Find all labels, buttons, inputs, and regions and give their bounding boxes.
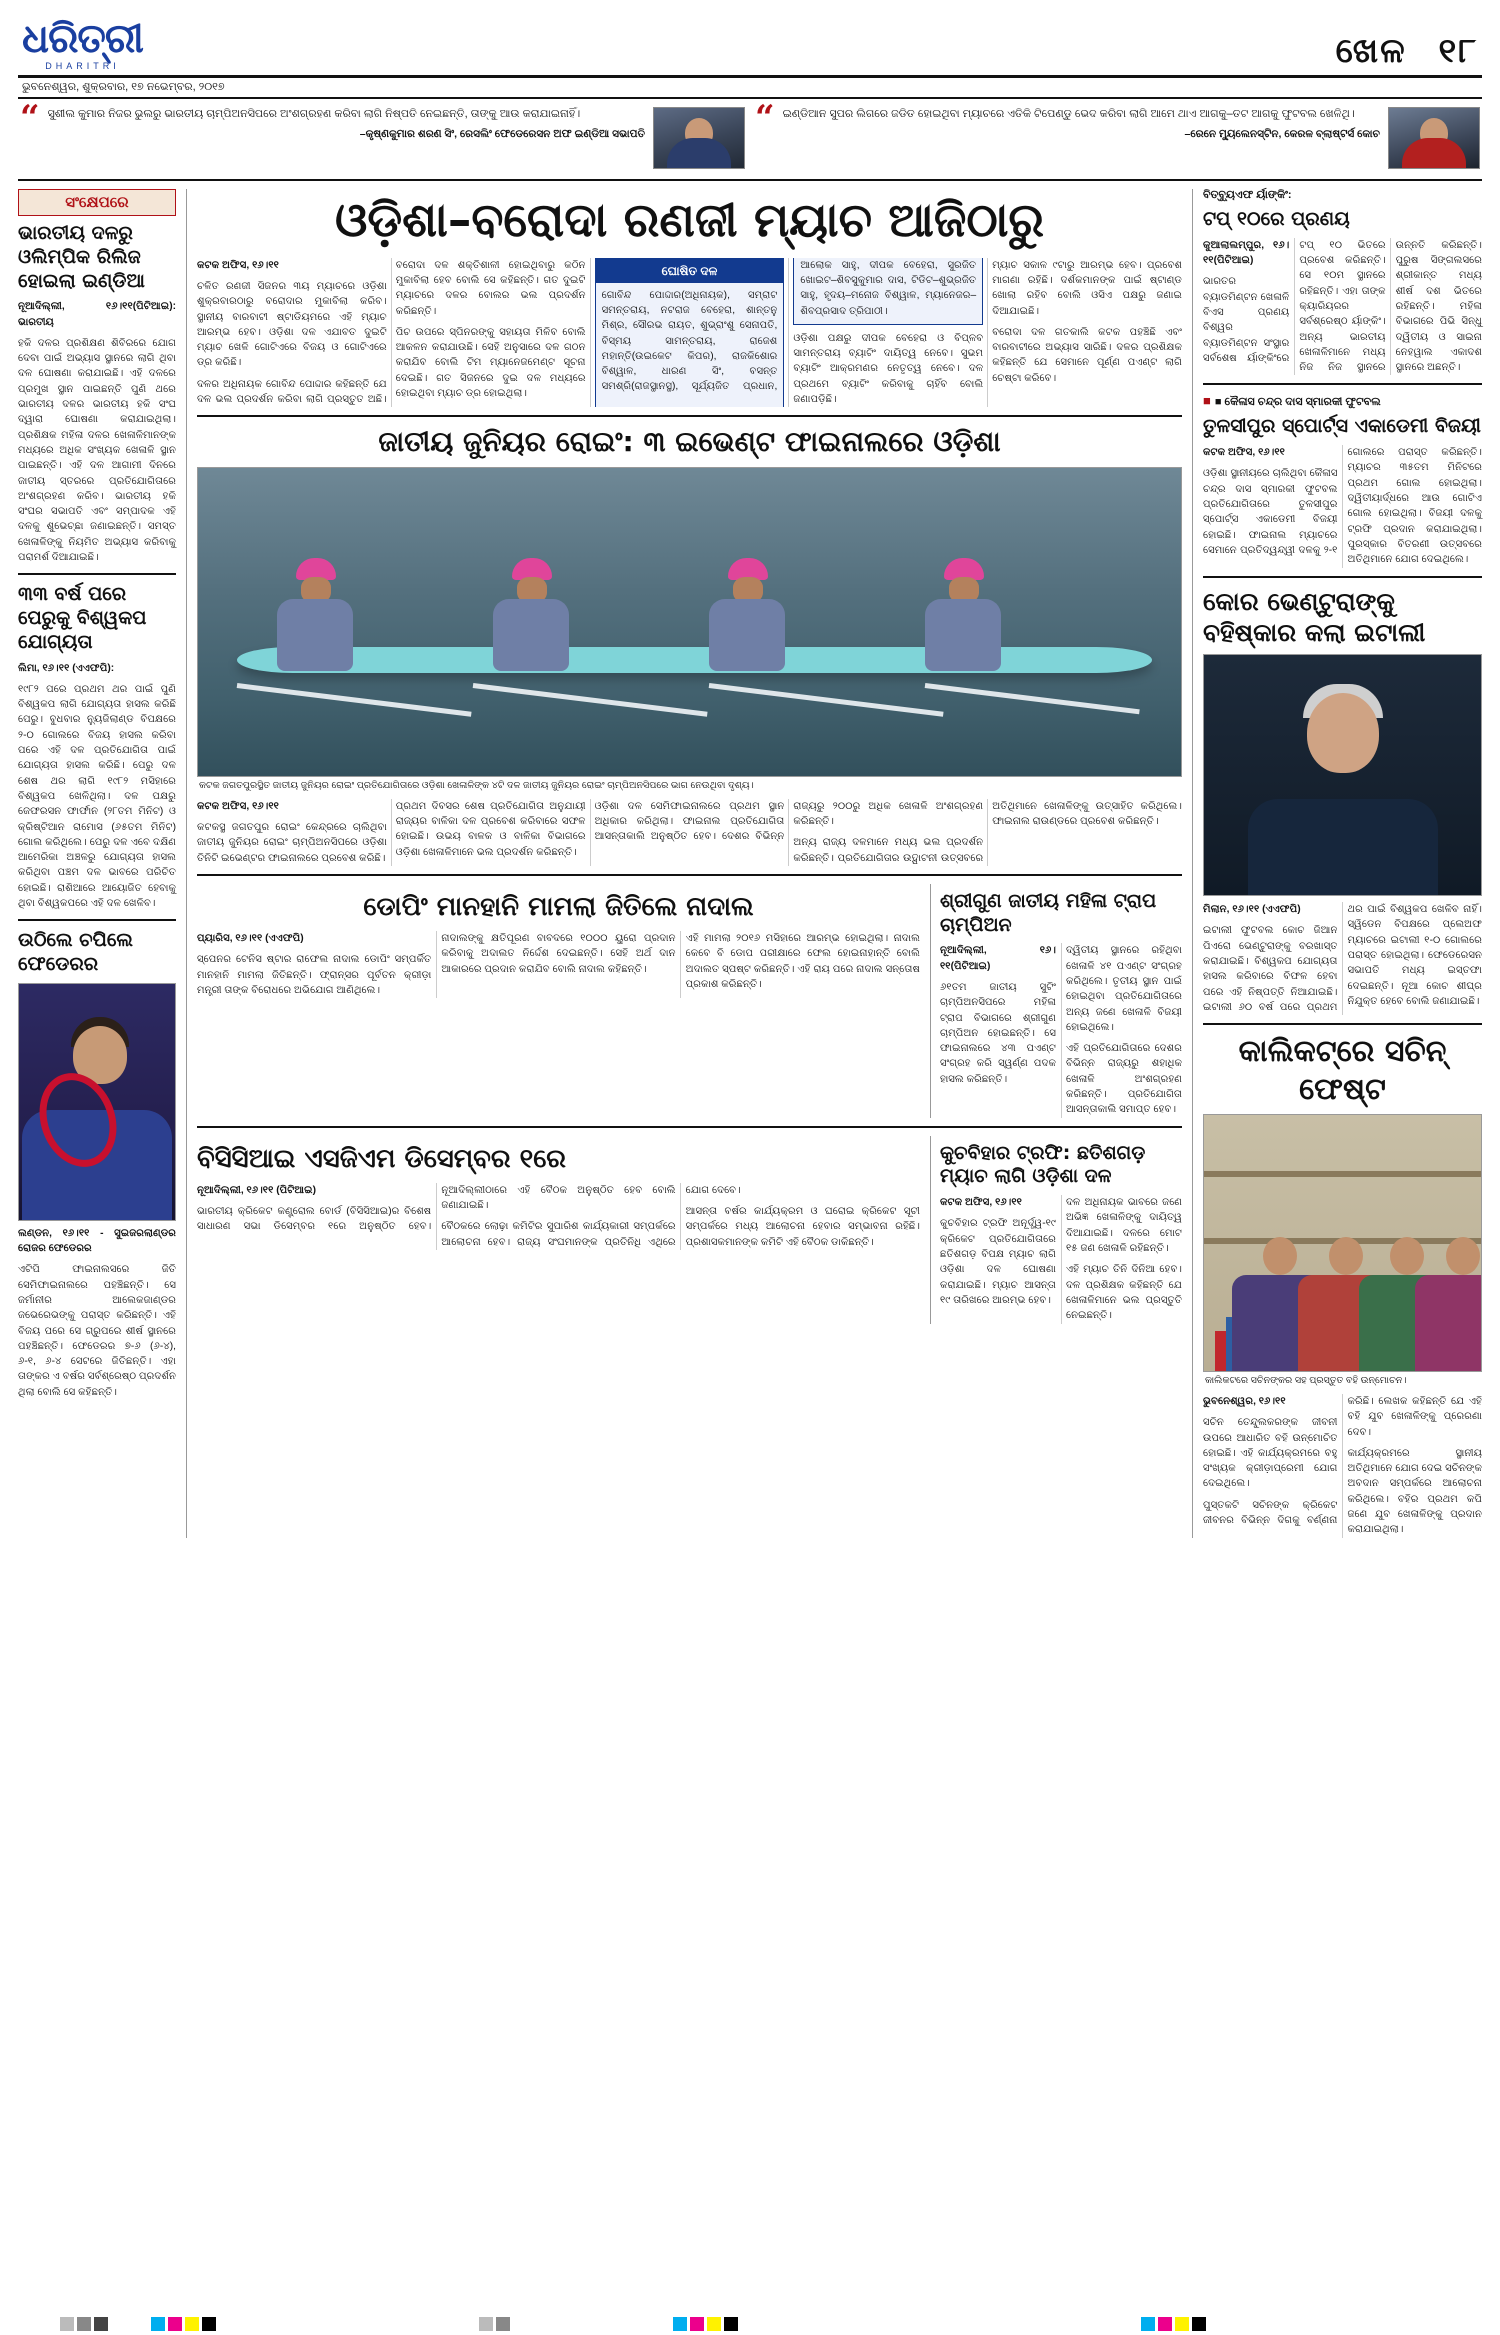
brief-text-3: ଏଟିପି ଫାଇନାଲସରେ ଜିତି ସେମିଫାଇନାଲରେ ପହଞ୍ଚିଛନ୍ତି। ସେ ଜର୍ମାନୀର ଆଲେକଜାଣ୍ଡର ଜଭେରେଭଙ୍କୁ ପରାସ୍ତ କରିଛନ୍ତି। ଏହି ବିଜୟ ପରେ ସେ ଗ୍ରୁପରେ ଶୀର୍ଷ ସ୍ଥାନରେ ପହଞ୍ଚିଛନ୍ତି। ଫେଡେରର ୭-୬ (୬-୪), ୬-୧, ୬-୪ ସେଟରେ ଜିତିଛନ୍ତି। ଏହା ତାଙ୍କର ଏ ବର୍ଷର ସର୍ବଶ୍ରେଷ୍ଠ ପ୍ରଦର୍ଶନ ଥିଲା ବୋଲି ସେ କହିଛନ୍ତି। <box>18 1264 176 1398</box>
lead-para-2: ଦଳର ଅଧିନାୟକ ଗୋବିନ୍ଦ ପୋଦ୍ଦାର କହିଛନ୍ତି ଯେ ଦଳ ଭଲ ପ୍ରଦର୍ଶନ କରିବା ଲାଗି ପ୍ରସ୍ତୁତ ଅଛି। ବରୋଦା ଦଳ ଶକ୍ତିଶାଳୀ ହୋଇଥିବାରୁ କଠିନ ମୁକାବିଲା ହେବ ବୋଲି ସେ କହିଛନ୍ତି। ଗତ ଦୁଇଟି ମ୍ୟାଚରେ ଦଳର ବୋଲର ଭଲ ପ୍ରଦର୍ଶନ କରିଛନ୍ତି। <box>197 259 586 405</box>
sachin-body <box>1203 1394 1482 1538</box>
rail-byline-2: କଟକ ଅଫିସ, ୧୬।୧୧ <box>1203 447 1285 459</box>
coochbehar-story <box>930 1136 1182 1324</box>
logo[interactable] <box>22 16 143 71</box>
coochbehar-headline[interactable]: କୁଚବିହାର ଟ୍ରଫି: ଛତିଶଗଡ଼ ମ୍ୟାଚ ଲାଗି ଓଡ଼ିଶା ଦଳ <box>940 1141 1146 1188</box>
lead-para-5: ମ୍ୟାଚ ସକାଳ ୯ଟାରୁ ଆରମ୍ଭ ହେବ। ପ୍ରବେଶ ମାଗଣା ରହିଛି। ଦର୍ଶକମାନଙ୍କ ପାଇଁ ଷ୍ଟାଣ୍ଡ ଖୋଲା ରହିବ ବୋଲି ଓସିଏ ପକ୍ଷରୁ ଜଣାଇ ଦିଆଯାଇଛି। <box>992 259 1182 317</box>
rail-body-3 <box>1203 902 1482 1015</box>
rail-body-2 <box>1203 445 1482 567</box>
shooting-headline[interactable]: ଶ୍ରୀଗୁଣ ଜାତୀୟ ମହିଳା ଟ୍ରାପ ଚାମ୍ପିଅନ <box>940 889 1157 936</box>
sachin-feast-story <box>1203 1033 1482 1537</box>
quote-portrait-2 <box>1388 107 1480 169</box>
rowing-para-1: କଟକସ୍ଥ ଜଗତପୁର ରୋଇଂ କେନ୍ଦ୍ରରେ ଚାଲିଥିବା ଜାତୀୟ ଜୁନିୟର ରୋଇଂ ଚାମ୍ପିଅନସିପରେ ଓଡ଼ିଶା ତିନିଟି ଇଭେଣ୍ଟର ଫାଇନାଲରେ ପ୍ରବେଶ କରିଛି। <box>197 822 387 864</box>
right-rail <box>1192 189 1482 1538</box>
dateline: ଭୁବନେଶ୍ୱର, ଶୁକ୍ରବାର, ୧୭ ନଭେମ୍ବର, ୨୦୧୭ <box>22 81 225 93</box>
shooting-para-3: ଏହି ପ୍ରତିଯୋଗିତାରେ ଦେଶର ବିଭିନ୍ନ ରାଜ୍ୟରୁ ଶହାଧିକ ଖେଳାଳି ଅଂଶଗ୍ରହଣ କରିଛନ୍ତି। ପ୍ରତିଯୋଗିତା ଆସନ୍ତାକାଲି ସମାପ୍ତ ହେବ। <box>1066 1043 1182 1116</box>
rowing-para-2: ପ୍ରଥମ ଦିବସର ଶେଷ ପ୍ରତିଯୋଗିତା ଅନୁଯାୟୀ ରାଜ୍ୟର ବାଳିକା ଦଳ ପ୍ରବେଶ କରିବାରେ ସଫଳ ହୋଇଛି। ଉଭୟ ବାଳକ ଓ ବାଳିକା ବିଭାଗରେ ଓଡ଼ିଶା ଖେଳାଳିମାନେ ଭଲ ପ୍ରଦର୍ଶନ କରିଛନ୍ତି। <box>395 800 586 858</box>
brief-headline-3[interactable]: ଉଠିଲେ ଚପିଲେ ଫେଡେରର <box>18 929 133 976</box>
lead-para-1: ଚଳିତ ରଣଜୀ ସିଜନର ୩ୟ ମ୍ୟାଚରେ ଓଡ଼ିଶା ଶୁକ୍ରବାରଠାରୁ ବରୋଦାର ମୁକାବିଲା କରିବ। ସ୍ଥାନୀୟ ବାରବାଟୀ ଷ୍ଟାଡିୟମରେ ଏହି ମ୍ୟାଚ ଆରମ୍ଭ ହେବ। ଓଡ଼ିଶା ଦଳ ଏଯାବତ ଦୁଇଟି ମ୍ୟାଚ ଖେଳି ଗୋଟିଏରେ ବିଜୟ ଓ ଗୋଟିଏରେ ଡ୍ର କରିଛି। <box>197 280 387 369</box>
masthead <box>18 0 1482 78</box>
rail-kicker-text-2: ■ କୈଳାସ ଚନ୍ଦ୍ର ଦାସ ସ୍ମାରକୀ ଫୁଟବଲ <box>1214 396 1381 409</box>
lead-headline[interactable]: ଓଡ଼ିଶା–ବରୋଦା ରଣଜୀ ମ୍ୟାଚ ଆଜିଠାରୁ <box>334 193 1045 248</box>
rail-headline-3[interactable]: କୋର ଭେଣ୍ଟୁରାଙ୍କୁ ବହିଷ୍କାର କଲା ଇଟାଲୀ <box>1203 586 1426 647</box>
quote-strip <box>18 99 1482 181</box>
page-number: ୧୮ <box>1438 31 1478 71</box>
rowing-photo-caption: କଟକ ଜଗତପୁରସ୍ଥିତ ଜାତୀୟ ଜୁନିୟର ରୋଇଂ ପ୍ରତିଯୋଗିତାରେ ଓଡ଼ିଶା ଖେଳାଳିଙ୍କ ୪ଟି ଦଳ ଜାତୀୟ ଜୁନିୟର ରୋଇଂ ଚାମ୍ପିଅନସିପରେ ଭାଗ ନେଉଥିବା ଦୃଶ୍ୟ। <box>199 779 754 791</box>
shooting-byline: ନୂଆଦିଲ୍ଲୀ, ୧୬।୧୧(ପିଟିଆଇ) <box>940 945 1056 972</box>
bcci-para-1: ଭାରତୀୟ କ୍ରିକେଟ କଣ୍ଟ୍ରୋଲ ବୋର୍ଡ (ବିସିସିଆଇ)ର ବିଶେଷ ସାଧାରଣ ସଭା ଡିସେମ୍ବର ୧ରେ ଅନୁଷ୍ଠିତ ହେବ। ନୂଆଦିଲ୍ଲୀଠାରେ ଏହି ବୈଠକ ଅନୁଷ୍ଠିତ ହେବ ବୋଲି ଜଣାଯାଇଛି। <box>197 1184 676 1233</box>
coochbehar-para-1: କୁଚବିହାର ଟ୍ରଫି ଅନୂର୍ଦ୍ଧ୍ୱ-୧୯ କ୍ରିକେଟ ପ୍ରତିଯୋଗିତାରେ ଛତିଶଗଡ଼ ବିପକ୍ଷ ମ୍ୟାଚ ଲାଗି ଓଡ଼ିଶା ଦଳ ଘୋଷଣା କରାଯାଇଛି। ମ୍ୟାଚ ଆସନ୍ତା ୧୯ ତାରିଖରେ ଆରମ୍ଭ ହେବ। <box>940 1218 1056 1306</box>
sachin-headline[interactable]: କାଲିକଟ୍‌ରେ ସଚିନ୍ ଫେଷ୍ଟ <box>1238 1034 1447 1107</box>
book-launch-caption: କାଲିକଟରେ ସଚିନଙ୍କର ସହ ପ୍ରସ୍ତୁତ ବହି ଉନ୍ମୋଚନ। <box>1205 1375 1407 1387</box>
midrow <box>197 884 1182 1118</box>
reg-group-cmyk-2 <box>673 2317 741 2331</box>
bcci-para-3: ଆସନ୍ତା ବର୍ଷର କାର୍ଯ୍ୟକ୍ରମ ଓ ଘରୋଇ କ୍ରିକେଟ ସୂଚୀ ସମ୍ପର୍କରେ ମଧ୍ୟ ଆଲୋଚନା ହେବାର ସମ୍ଭାବନା ରହିଛି। ପ୍ରଶାସକମାନଙ୍କ କମିଟି ଏହି ବୈଠକ ଡାକିଛନ୍ତି। <box>685 1206 920 1248</box>
shooting-story <box>930 884 1182 1118</box>
bcci-headline[interactable]: ବିସିସିଆଇ ଏସଜିଏମ ଡିସେମ୍ବର ୧ରେ <box>197 1143 566 1174</box>
content-grid <box>18 189 1482 1538</box>
rowing-body <box>197 799 1182 866</box>
nadal-headline[interactable]: ଡୋପିଂ ମାନହାନି ମାମଲା ଜିତିଲେ ନାଦାଲ <box>363 891 754 922</box>
coochbehar-para-3: ଏହି ମ୍ୟାଚ ତିନି ଦିନିଆ ହେବ। ଦଳ ପ୍ରଶିକ୍ଷକ କହିଛନ୍ତି ଯେ ଖେଳାଳିମାନେ ଭଲ ପ୍ରସ୍ତୁତି ନେଇଛନ୍ତି। <box>1066 1264 1182 1322</box>
bcci-story <box>197 1136 920 1324</box>
rail-text-3: ଇଟାଲୀ ଫୁଟବଲ କୋଚ ଜିଆନ ପିଏରୋ ଭେଣ୍ଟୁରାଙ୍କୁ ବରଖାସ୍ତ କରାଯାଇଛି। ବିଶ୍ୱକପ ଯୋଗ୍ୟତା ହାସଲ କରିବାରେ ବିଫଳ ହେବା ପରେ ଏହି ନିଷ୍ପତ୍ତି ନିଆଯାଇଛି। ଇଟାଲୀ ୬୦ ବର୍ଷ ପରେ ପ୍ରଥମ ଥର ପାଇଁ ବିଶ୍ୱକପ ଖେଳିବ ନାହିଁ। ସ୍ୱିଡେନ ବିପକ୍ଷରେ ପ୍ଲେଅଫ ମ୍ୟାଚରେ ଇଟାଲୀ ୧-୦ ଗୋଲରେ ପରାସ୍ତ ହୋଇଥିଲା। ଫେଡେରେସନ ସଭାପତି ମଧ୍ୟ ଇସ୍ତଫା ଦେଇଛନ୍ତି। ନୂଆ କୋଚ ଶୀଘ୍ର ନିଯୁକ୍ତ ହେବେ ବୋଲି ଜଣାଯାଇଛି। <box>1203 904 1482 1013</box>
ventura-photo <box>1203 654 1482 896</box>
quote-body: ଇଣ୍ଡିଆନ ସୁପର ଲିଗରେ ଜଡିତ ହୋଇଥିବା ମ୍ୟାଚରେ ଏତିକି ଟିପେଣ୍ଡୁ ଭେଦ କରିବା ଲାଗି ଆମେ ଥାଏ ଆଗକୁ–ତଟ ଆଗକୁ ଫୁଟବଲ ଖେଳିଥି। <box>782 108 1355 120</box>
nadal-body <box>197 931 920 998</box>
rowing-para-3: ଓଡ଼ିଶା ଦଳ ସେମିଫାଇନାଲରେ ପ୍ରଥମ ସ୍ଥାନ ଅଧିକାର କରିଥିଲା। ଫାଇନାଲ ପ୍ରତିଯୋଗିତା ଆସନ୍ତାକାଲି ଅନୁଷ୍ଠିତ ହେବ। ଦେଶର ବିଭିନ୍ନ ରାଜ୍ୟରୁ ୨୦୦ରୁ ଅଧିକ ଖେଳାଳି ଅଂଶଗ୍ରହଣ କରିଛନ୍ତି। <box>594 800 984 843</box>
brief-box-title: ସଂକ୍ଷେପରେ <box>18 189 176 216</box>
logo-subtext: DHARITRI <box>45 61 120 71</box>
book-launch-photo <box>1203 1114 1482 1372</box>
lead-para-6: ବରୋଦା ଦଳ ଗତକାଲି କଟକ ପହଞ୍ଚିଛି ଏବଂ ବାରବାଟୀରେ ଅଭ୍ୟାସ ସାରିଛି। ଦଳର ପ୍ରଶିକ୍ଷକ କହିଛନ୍ତି ଯେ ସେମାନେ ପୂର୍ଣ୍ଣ ପଏଣ୍ଟ ଲାଗି ଚେଷ୍ଟା କରିବେ। <box>992 326 1182 384</box>
shooting-para-2: ଦ୍ୱିତୀୟ ସ୍ଥାନରେ ରହିଥିବା ଖେଳାଳି ୪୧ ପଏଣ୍ଟ ସଂଗ୍ରହ କରିଥିଲେ। ତୃତୀୟ ସ୍ଥାନ ପାଇଁ ହୋଇଥିବା ପ୍ରତିଯୋଗିତାରେ ଅନ୍ୟ ଜଣେ ଖେଳାଳି ବିଜୟୀ ହୋଇଥିଲେ। <box>1066 945 1182 1033</box>
rail-item-3 <box>1203 586 1482 1016</box>
squad-title: ଘୋଷିତ ଦଳ <box>596 259 784 283</box>
sachin-byline: ଭୁବନେଶ୍ୱର, ୧୬।୧୧ <box>1203 1395 1286 1407</box>
brief-body-3 <box>18 1226 176 1400</box>
rail-text-2: ଓଡ଼ିଶା ସ୍ଥାନୀୟରେ ଚାଲିଥିବା କୈଳାସ ଚନ୍ଦ୍ର ଦାସ ସ୍ମାରକୀ ଫୁଟବଲ ପ୍ରତିଯୋଗିତାରେ ତୁଳସୀପୁର ସ୍ପୋର୍ଟ୍ସ ଏକାଡେମୀ ବିଜୟୀ ହୋଇଛି। ଫାଇନାଲ ମ୍ୟାଚରେ ସେମାନେ ପ୍ରତିଦ୍ୱନ୍ଦ୍ୱୀ ଦଳକୁ ୨-୧ ଗୋଲରେ ପରାସ୍ତ କରିଛନ୍ତି। ମ୍ୟାଚର ୩୫ତମ ମିନିଟରେ ପ୍ରଥମ ଗୋଲ ହୋଇଥିଲା। ଦ୍ୱିତୀୟାର୍ଦ୍ଧରେ ଆଉ ଗୋଟିଏ ଗୋଲ ହୋଇଥିଲା। ବିଜୟୀ ଦଳକୁ ଟ୍ରଫି ପ୍ରଦାନ କରାଯାଇଥିଲା। ପୁରସ୍କାର ବିତରଣୀ ଉତ୍ସବରେ ଅତିଥିମାନେ ଯୋଗ ଦେଇଥିଲେ। <box>1203 447 1482 566</box>
lead-byline: କଟକ ଅଫିସ, ୧୬।୧୧ <box>197 259 279 271</box>
left-rail <box>18 189 176 1538</box>
quote-block-2 <box>755 98 1480 169</box>
quote-attribution: –ରେନେ ମ୍ୟୁଲେନସ୍ଟିନ, କେରଳ ବ୍ଲାଷ୍ଟର୍ସ କୋଚ <box>1184 127 1380 140</box>
rail-headline-1[interactable]: ଟପ୍ ୧୦ରେ ପ୍ରଣୟ <box>1203 208 1350 230</box>
lead-story-body <box>197 258 1182 408</box>
section-title-group <box>1336 31 1478 71</box>
shooting-para-1: ୬୧ତମ ଜାତୀୟ ସୁଟିଂ ଚାମ୍ପିଅନସିପରେ ମହିଳା ଟ୍ରାପ ବିଭାଗରେ ଶ୍ରୀଗୁଣ ଚାମ୍ପିଅନ ହୋଇଛନ୍ତି। ସେ ଫାଇନାଲରେ ୪୩ ପଏଣ୍ଟ ସଂଗ୍ରହ କରି ସ୍ୱର୍ଣ୍ଣ ପଦକ ହାସଲ କରିଛନ୍ତି। <box>940 981 1056 1085</box>
reg-group-cmyk-1 <box>151 2317 219 2331</box>
brief-byline-3: ଲଣ୍ଡନ, ୧୬।୧୧ - ସୁଇଜରଲାଣ୍ଡର ରୋଜର ଫେଡେରର <box>18 1227 176 1255</box>
nadal-para-3: ଏହି ମାମଲା ୨୦୧୬ ମସିହାରେ ଆରମ୍ଭ ହୋଇଥିଲା। ନାଦାଲ କେବେ ବି ଡୋପ ପରୀକ୍ଷାରେ ଫେଲ ହୋଇନାହାନ୍ତି ବୋଲି ଅଦାଲତ ସ୍ପଷ୍ଟ କରିଛନ୍ତି। ଏହି ରାୟ ପରେ ନାଦାଲ ସନ୍ତୋଷ ପ୍ରକାଶ କରିଛନ୍ତି। <box>685 933 920 990</box>
nadal-para-1: ସ୍ପେନର ଟେନିସ ଷ୍ଟାର ରାଫେଲ ନାଦାଲ ଡୋପିଂ ସମ୍ପର୍କିତ ମାନହାନି ମାମଲା ଜିତିଛନ୍ତି। ଫ୍ରାନ୍ସର ପୂର୍ବତନ କ୍ରୀଡ଼ା ମନ୍ତ୍ରୀ ତାଙ୍କ ବିରୋଧରେ ଅଭିଯୋଗ ଆଣିଥିଲେ। <box>197 954 432 996</box>
brief-headline-1[interactable]: ଭାରତୀୟ ଦଳରୁ ଓଲିମ୍ପିକ ରିଲିଜ ହୋଇଲା ଇଣ୍ଡିଆ <box>18 222 145 292</box>
brief-byline-1: ନୂଆଦିଲ୍ଲୀ, ୧୬।୧୧(ପିଟିଆଇ): ଭାରତୀୟ <box>18 301 176 328</box>
reg-group-grays-2 <box>479 2317 513 2331</box>
bcci-para-2: ବୈଠକରେ ଲୋଢ଼ା କମିଟିର ସୁପାରିଶ କାର୍ଯ୍ୟକାରୀ ସମ୍ପର୍କରେ ଆଲୋଚନା ହେବ। ରାଜ୍ୟ ସଂଘମାନଙ୍କ ପ୍ରତିନିଧି ଏଥିରେ ଯୋଗ ଦେବେ। <box>441 1184 741 1248</box>
nadal-story <box>197 884 920 1118</box>
coochbehar-body <box>940 1195 1182 1323</box>
reg-group-cmyk-3 <box>1141 2317 1209 2331</box>
brief-headline-2[interactable]: ୩୩ ବର୍ଷ ପରେ ପେରୁକୁ ବିଶ୍ୱକପ ଯୋଗ୍ୟତା <box>18 583 147 653</box>
lead-para-4: ଓଡ଼ିଶା ପକ୍ଷରୁ ଦୀପକ ବେହେରା ଓ ବିପ୍ଳବ ସାମନ୍ତରାୟ ବ୍ୟାଟିଂ ଦାୟିତ୍ୱ ନେବେ। ସୁଭମ ବ୍ୟାଟିଂ ଆକ୍ରମଣର ନେତୃତ୍ୱ ନେବେ। ଦଳ ପ୍ରଥମେ ବ୍ୟାଟିଂ କରିବାକୁ ଚାହିଁବ ବୋଲି ଜଣାପଡ଼ିଛି। <box>793 332 984 405</box>
quote-text <box>783 107 1380 142</box>
rail-kicker-2 <box>1203 393 1482 409</box>
rowing-byline: କଟକ ଅଫିସ, ୧୬।୧୧ <box>197 800 279 812</box>
rowing-para-4: ଅନ୍ୟ ରାଜ୍ୟ ଦଳମାନେ ମଧ୍ୟ ଭଲ ପ୍ରଦର୍ଶନ କରିଛନ୍ତି। ପ୍ରତିଯୋଗିତାର ଉଦ୍ଘାଟନୀ ଉତ୍ସବରେ ଅତିଥିମାନେ ଖେଳାଳିଙ୍କୁ ଉତ୍ସାହିତ କରିଥିଲେ। ଫାଇନାଲ ରାଉଣ୍ଡରେ ପ୍ରବେଶ କରିଛନ୍ତି। <box>793 800 1182 864</box>
quote-portrait-1 <box>653 107 745 169</box>
brief-byline-2: ଲିମା, ୧୬।୧୧ (ଏଏଫପି): <box>18 662 115 674</box>
rowing-headline[interactable]: ଜାତୀୟ ଜୁନିୟର ରୋଇଂ: ୩ ଇଭେଣ୍ଟ ଫାଇନାଲରେ ଓଡ଼ିଶା <box>378 425 1001 459</box>
quote-block-1 <box>20 98 745 169</box>
quote-mark-icon: “ <box>20 98 40 138</box>
rail-headline-2[interactable]: ତୁଳସୀପୁର ସ୍ପୋର୍ଟ୍ସ ଏକାଡେମୀ ବିଜୟୀ <box>1203 415 1481 438</box>
quote-attribution: –କୃଷ୍ଣକୁମାର ଶରଣ ସିଂ, ରେସଲିଂ ଫେଡେରେସନ ଅଫ ଇଣ୍ଡିଆ ସଭାପତି <box>359 127 645 140</box>
shooting-body <box>940 943 1182 1117</box>
rowing-photo <box>197 467 1182 777</box>
quote-body: ସୁଶୀଲ କୁମାର ନିଜର ଭୁଲରୁ ଭାରତୀୟ ଚାମ୍ପିଅନସିପରେ ଅଂଶଗ୍ରହଣ କରିବା ଲାଗି ନିଷ୍ପତି ନେଇଛନ୍ତି, ତାଙ୍କୁ ଆଉ କରାଯାଇନାହିଁ। <box>47 108 581 120</box>
reg-group-grays-1 <box>60 2317 111 2331</box>
lead-para-3: ପିଚ ଉପରେ ସ୍ପିନରଙ୍କୁ ସହାୟତା ମିଳିବ ବୋଲି ଆକଳନ କରାଯାଉଛି। ସେହି ଅନୁସାରେ ଦଳ ଗଠନ କରାଯିବ ବୋଲି ଟିମ ମ୍ୟାନେଜମେଣ୍ଟ ସୂଚନା ଦେଇଛି। ଗତ ସିଜନରେ ଦୁଇ ଦଳ ମଧ୍ୟରେ ହୋଇଥିବା ମ୍ୟାଚ ଡ୍ର ହୋଇଥିଲା। <box>395 326 586 399</box>
rail-byline-3: ମିଲାନ, ୧୬।୧୧ (ଏଏଫପି) <box>1203 904 1301 916</box>
federer-photo <box>18 983 176 1221</box>
sachin-para-1: ସଚିନ ତେନ୍ଦୁଲକରଙ୍କ ଜୀବନୀ ଉପରେ ଆଧାରିତ ବହି ଉନ୍ମୋଚିତ ହୋଇଛି। ଏହି କାର୍ଯ୍ୟକ୍ରମରେ ବହୁ ସଂଖ୍ୟକ କ୍ରୀଡ଼ାପ୍ରେମୀ ଯୋଗ ଦେଇଥିଲେ। <box>1203 1417 1338 1490</box>
brief-body-1 <box>18 299 176 565</box>
coochbehar-para-2: ଦଳ ଅଧିନାୟକ ଭାବରେ ଜଣେ ଅଭିଜ୍ଞ ଖେଳାଳିଙ୍କୁ ଦାୟିତ୍ୱ ଦିଆଯାଇଛି। ଦଳରେ ମୋଟ ୧୫ ଜଣ ଖେଳାଳି ରହିଛନ୍ତି। <box>1066 1197 1182 1255</box>
rail-kicker-1: ବିତ୍‌ବ୍ୟୁଏଫ ର୍ୟାଙ୍କିଂ: <box>1203 189 1292 201</box>
bottomrow <box>197 1136 1182 1324</box>
squad-list: ଗୋବିନ୍ଦ ପୋଦ୍ଦାର(ଅଧିନାୟକ), ସମ୍ରାଟ ସମନ୍ତରାୟ, ନଟରାଜ ବେହେରା, ଶାନ୍ତନୁ ମିଶ୍ର, ସୌରଭ ରାୟତ, ଶୁଭ୍ରାଂଶୁ ସେନାପତି, ବିସ୍ମୟ ସାମନ୍ତରାୟ, ରାଜେଶ ମହାନ୍ତି(ଉଇକେଟ କିପର), ରାଜକିଶୋର ବିଶ୍ୱାଳ, ଧାରଣ ସିଂ, ବସନ୍ତ ସମଶ୍ରି(ରାଜସ୍ଥାନସ୍ଥ), ସୂର୍ଯ୍ୟଜିତ ପ୍ରଧାନ, ଆଲୋକ ସାହୁ, ଦୀପକ ବେହେରା, ସୁରଜିତ ଖୋଇଟ–ଶିବସୁକୁମାର ଦାସ, ଟିଡିଟ–ଶୁଭ୍ରଜିତ ସାହୁ, ହୃଦୟ–ମନୋଜ ବିଶ୍ୱାଳ, ମ୍ୟାନେଜର–ଶିବପ୍ରସାଦ ତ୍ରିପାଠୀ। <box>596 258 983 408</box>
brief-text-1: ହକି ଦଳର ପ୍ରଶିକ୍ଷଣ ଶିବିରରେ ଯୋଗ ଦେବା ପାଇଁ ଅଭ୍ୟାସ ସ୍ଥାନରେ ଲାଗି ଥିବା ଦଳ ଘୋଷଣା କରାଯାଇଛି। ଏହି ଦଳରେ ପ୍ରମୁଖ ସ୍ଥାନ ପାଇଛନ୍ତି ପୁଣି ଥରେ ଭାରତୀୟ ଦଳର ଭାରତୀୟ ହକି ସଂଘ ଦ୍ୱାରା ଘୋଷଣା କରାଯାଇଥିଲା। ପ୍ରଶିକ୍ଷକ ମହିଳା ଦଳର ଖେଳାଳିମାନଙ୍କ ମଧ୍ୟରେ ଅଧିକ ସଂଖ୍ୟକ ଖେଳାଳି ସ୍ଥାନ ପାଇଛନ୍ତି। ଏହି ଦଳ ଆଗାମୀ ଦିନରେ ଜାତୀୟ ସ୍ତରରେ ପ୍ରତିଯୋଗିତାରେ ଅଂଶଗ୍ରହଣ କରିବ। ଭାରତୀୟ ହକି ସଂଘର ସଭାପତି ଏବଂ ସମ୍ପାଦକ ଏହି ଦଳକୁ ଶୁଭେଚ୍ଛା ଜଣାଇଛନ୍ତି। ସମସ୍ତ ଖେଳାଳିଙ୍କୁ ନିୟମିତ ଅଭ୍ୟାସ କରିବାକୁ ପରାମର୍ଶ ଦିଆଯାଇଛି। <box>18 337 176 563</box>
bullet-icon: ■ <box>1203 393 1211 409</box>
sachin-para-3: କାର୍ଯ୍ୟକ୍ରମରେ ସ୍ଥାନୀୟ ଅତିଥିମାନେ ଯୋଗ ଦେଇ ସଚିନଙ୍କ ଅବଦାନ ସମ୍ପର୍କରେ ଆଲୋଚନା କରିଥିଲେ। ବହିର ପ୍ରଥମ କପି ଜଣେ ଯୁବ ଖେଳାଳିଙ୍କୁ ପ୍ରଦାନ କରାଯାଇଥିଲା। <box>1347 1447 1482 1536</box>
quote-mark-icon: “ <box>755 98 775 138</box>
coochbehar-byline: କଟକ ଅଫିସ, ୧୬।୧୧ <box>940 1197 1022 1209</box>
sachin-para-2: ପୁସ୍ତକଟି ସଚିନଙ୍କ କ୍ରିକେଟ ଜୀବନର ବିଭିନ୍ନ ଦିଗକୁ ବର୍ଣ୍ଣନା କରିଛି। ଲେଖକ କହିଛନ୍ତି ଯେ ଏହି ବହି ଯୁବ ଖେଳାଳିଙ୍କୁ ପ୍ରେରଣା ଦେବ। <box>1203 1395 1482 1527</box>
rail-item-2 <box>1203 393 1482 567</box>
rail-item-1 <box>1203 189 1482 375</box>
main-column <box>186 189 1182 1538</box>
nadal-para-2: ନାଦାଲଙ୍କୁ କ୍ଷତିପୂରଣ ବାବଦରେ ୧୦୦୦ ୟୁରୋ ପ୍ରଦାନ କରିବାକୁ ଅଦାଲତ ନିର୍ଦ୍ଦେଶ ଦେଇଛନ୍ତି। ସେହି ଅର୍ଥ ଦାନ ଆକାରରେ ପ୍ରଦାନ କରାଯିବ ବୋଲି ନାଦାଲ କହିଛନ୍ତି। <box>441 933 676 975</box>
brief-text-2: ୧୯୮୨ ପରେ ପ୍ରଥମ ଥର ପାଇଁ ପୁଣି ବିଶ୍ୱକପ ଲାଗି ଯୋଗ୍ୟତା ହାସଲ କରିଛି ପେରୁ। ବୁଧବାର ନ୍ୟୁଜିଲାଣ୍ଡ ବିପକ୍ଷରେ ୨-୦ ଗୋଲରେ ବିଜୟ ହାସଲ କରିବା ପରେ ଏହି ଦଳ ପ୍ରତିଯୋଗିତା ପାଇଁ ଯୋଗ୍ୟତା ହାସଲ କରିଛି। ପେରୁ ଦଳ ଶେଷ ଥର ଲାଗି ୧୯୮୨ ମସିହାରେ ବିଶ୍ୱକପ ଖେଳିଥିଲା। ଦଳ ପକ୍ଷରୁ ଜେଫରସନ ଫାର୍ଫାନ (୨୮ତମ ମିନିଟ) ଓ କ୍ରିଷ୍ଟିଆନ ରାମୋସ (୬୫ତମ ମିନିଟ) ଗୋଲ କରିଥିଲେ। ପେରୁ ଦଳ ଏବେ ଦକ୍ଷିଣ ଆମେରିକା ଅଞ୍ଚଳରୁ ଯୋଗ୍ୟତା ହାସଲ କରିଥିବା ପଞ୍ଚମ ଦଳ ଭାବରେ ପରିଚିତ ହୋଇଛି। ରାଶିଆରେ ଆୟୋଜିତ ହେବାକୁ ଥିବା ବିଶ୍ୱକପରେ ଏହି ଦଳ ଖେଳିବ। <box>18 683 176 909</box>
nadal-byline: ପ୍ୟାରିସ, ୧୬।୧୧ (ଏଏଫପି) <box>197 933 304 945</box>
rail-body-1 <box>1203 238 1482 376</box>
section-title: ଖେଳ <box>1335 31 1407 71</box>
logo-text: ଧରିତ୍ରୀ <box>22 16 143 62</box>
bcci-body <box>197 1183 920 1250</box>
registration-bar <box>0 2313 1500 2335</box>
brief-body-2 <box>18 661 176 912</box>
quote-text <box>48 107 645 142</box>
bcci-byline: ନୂଆଦିଲ୍ଲୀ, ୧୬।୧୧ (ପିଟିଆଇ) <box>197 1184 317 1196</box>
rail-text-1: ଭାରତର ବ୍ୟାଡମିଣ୍ଟନ ଖେଳାଳି ବିଏସ ପ୍ରଣୟ ବିଶ୍ୱର ବ୍ୟାଡମିଣ୍ଟନ ସଂସ୍ଥାର ସର୍ବଶେଷ ର୍ୟାଙ୍କିଂରେ ଟପ୍ ୧୦ ଭିତରେ ପ୍ରବେଶ କରିଛନ୍ତି। ସେ ୧୦ମ ସ୍ଥାନରେ ରହିଛନ୍ତି। ଏହା ତାଙ୍କ କ୍ୟାରିୟରର ସର୍ବଶ୍ରେଷ୍ଠ ର୍ୟାଙ୍କିଂ। ଅନ୍ୟ ଭାରତୀୟ ଖେଳାଳିମାନେ ମଧ୍ୟ ନିଜ ନିଜ ସ୍ଥାନରେ ଉନ୍ନତି କରିଛନ୍ତି। ପୁରୁଷ ସିଙ୍ଗଲସରେ ଶ୍ରୀକାନ୍ତ ମଧ୍ୟ ଶୀର୍ଷ ଦଶ ଭିତରେ ରହିଛନ୍ତି। ମହିଳା ବିଭାଗରେ ପିଭି ସିନ୍ଧୁ ଦ୍ୱିତୀୟ ଓ ସାଇନା ନେହୱାଲ ଏକାଦଶ ସ୍ଥାନରେ ଅଛନ୍ତି। <box>1203 239 1482 374</box>
rail-byline-1: କୁଆଲାଲମ୍ପୁର, ୧୬।୧୧(ପିଟିଆଇ) <box>1203 239 1290 267</box>
dateline-bar <box>18 78 1482 99</box>
